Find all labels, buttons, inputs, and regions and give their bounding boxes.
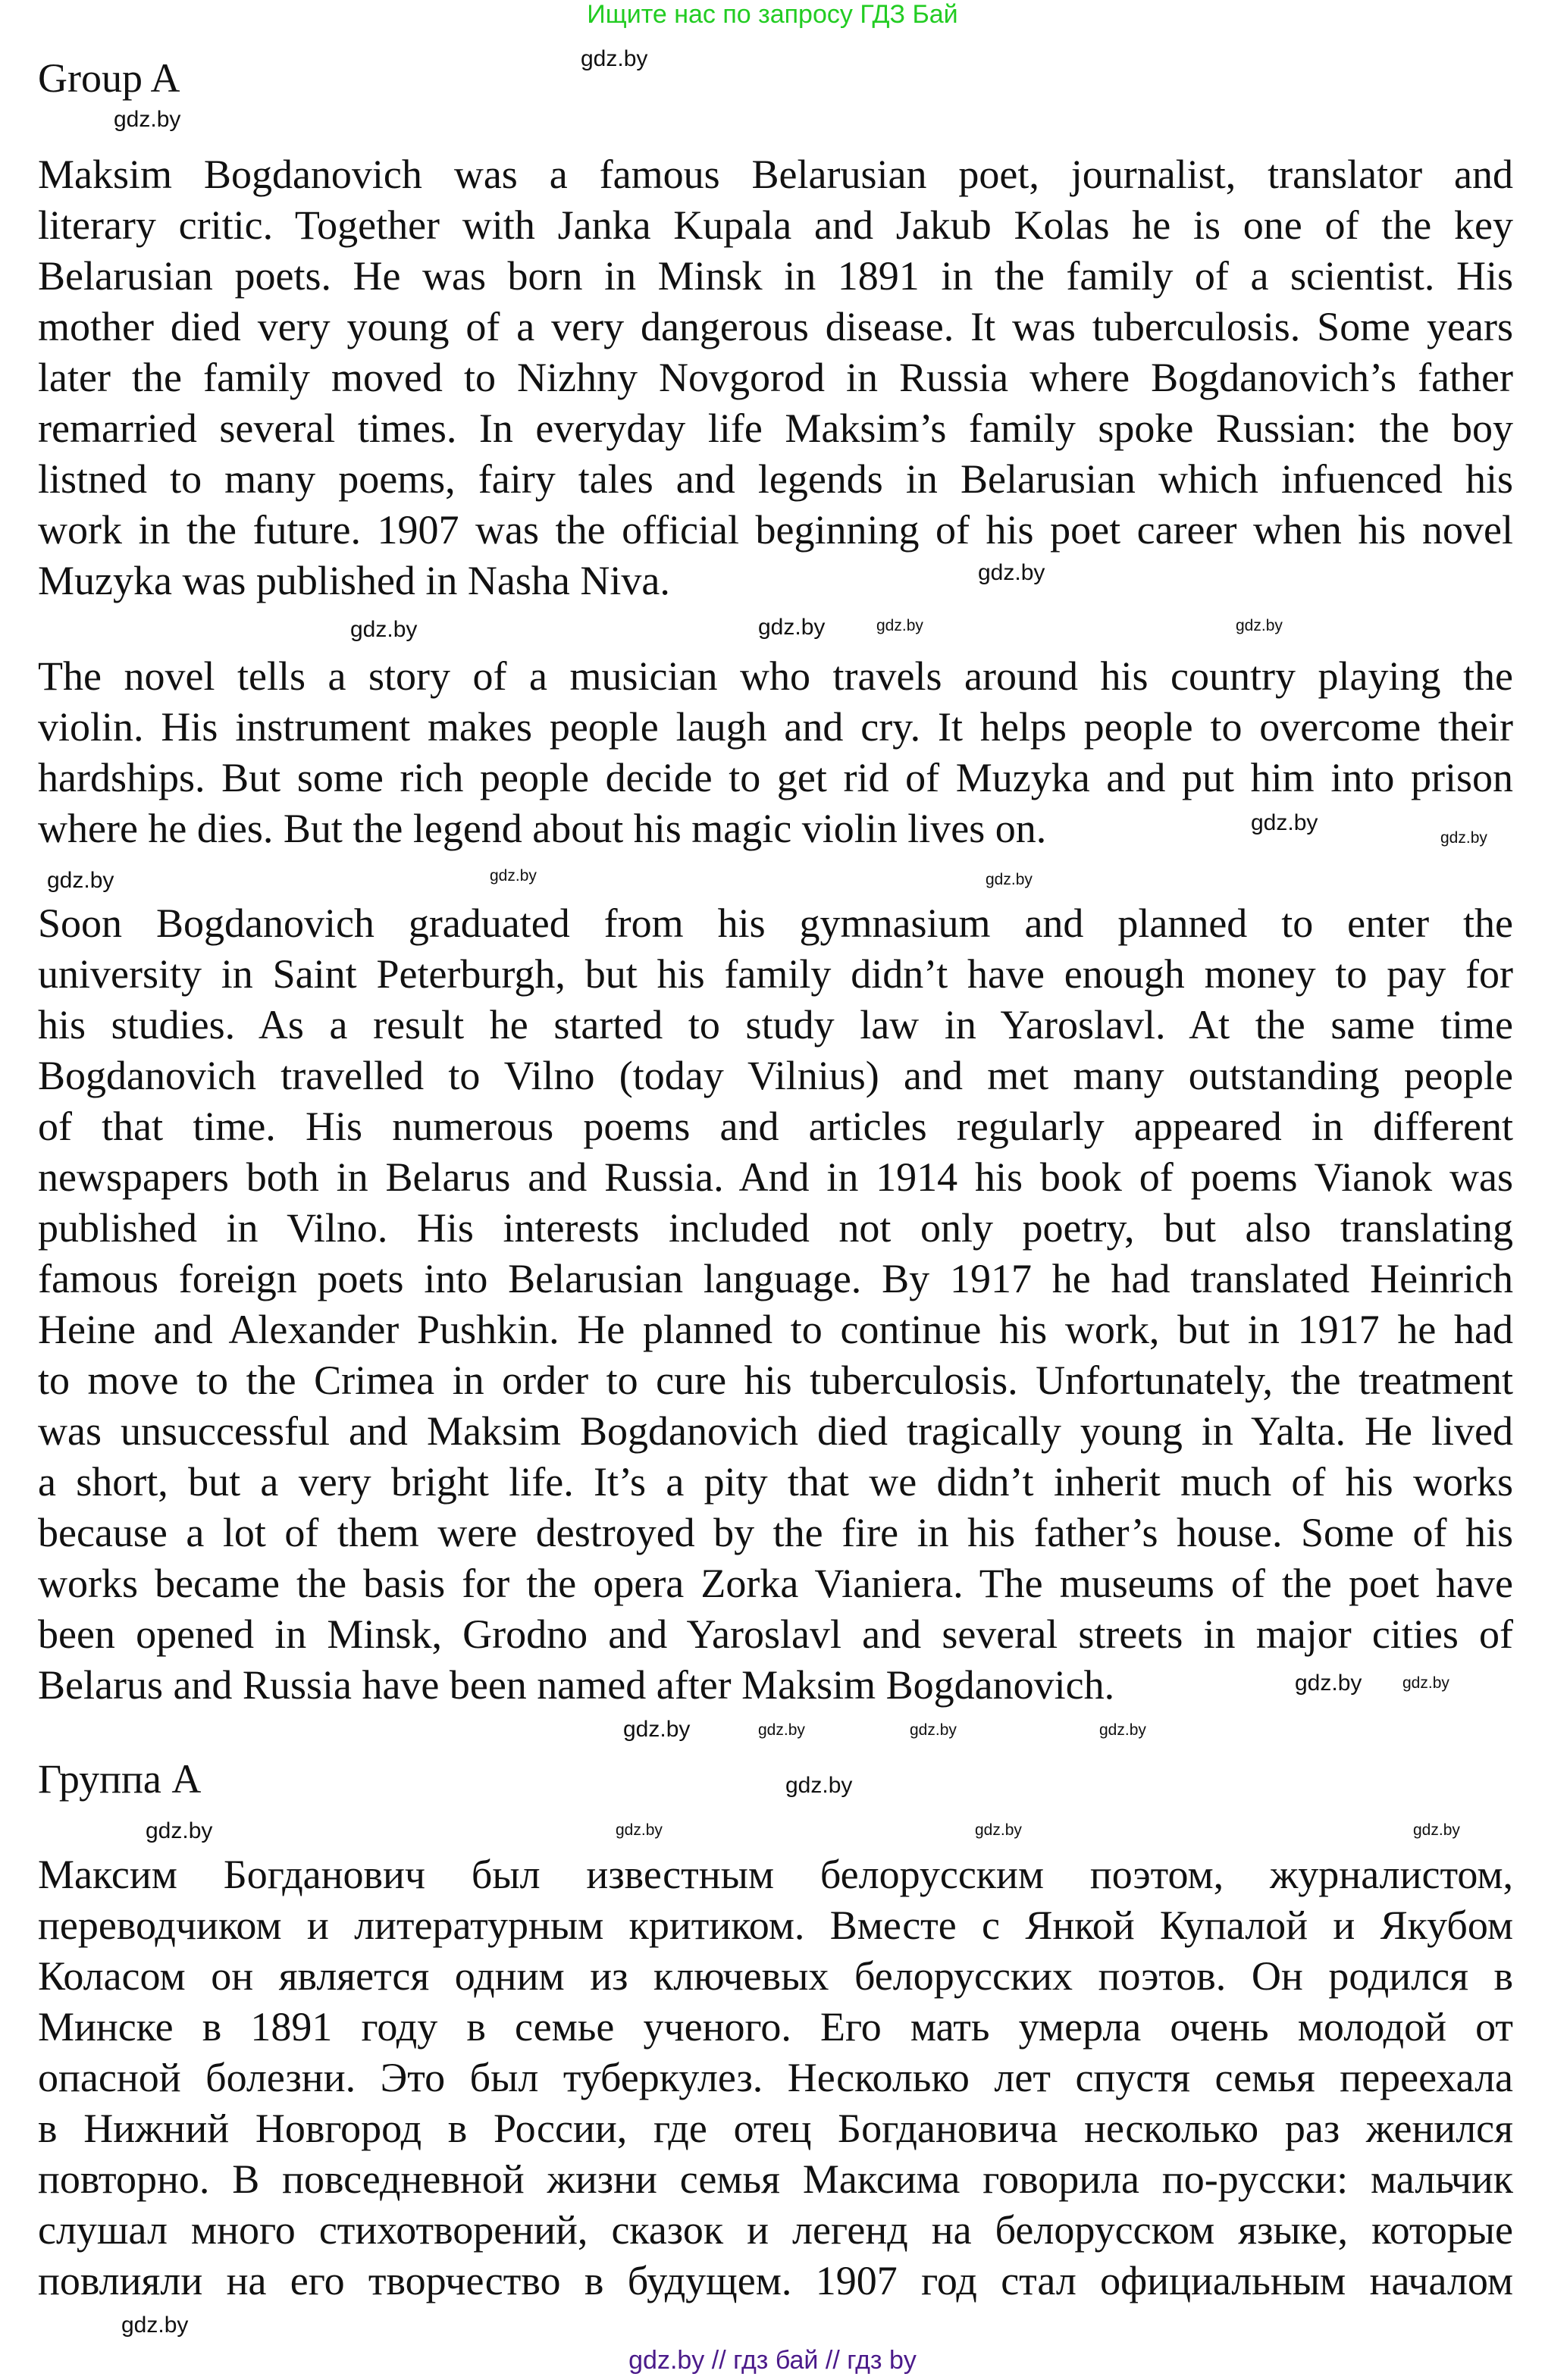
text-line: newspapers both in Belarus and Russia. And in 1914 his book of poems Vianok was	[38, 1154, 1513, 1200]
text-line: listned to many poems, fairy tales and legends in Belarusian which infuenced his	[38, 456, 1513, 502]
watermark: gdz.by	[616, 1821, 663, 1839]
text-line: work in the future. 1907 was the official beginning of his poet career when his novel	[38, 507, 1513, 553]
text-line: опасной болезни. Это был туберкулез. Несколько лет спустя семья переехала	[38, 2055, 1513, 2100]
watermark: gdz.by	[121, 2313, 189, 2338]
text-line: been opened in Minsk, Grodno and Yaroslavl and several streets in major cities of	[38, 1611, 1513, 1657]
text-line: famous foreign poets into Belarusian language. By 1917 he had translated Heinrich	[38, 1256, 1513, 1301]
text-line: Belarusian poets. He was born in Minsk in 1891 in the family of a scientist. His	[38, 253, 1513, 299]
watermark: gdz.by	[1295, 1671, 1362, 1696]
heading-group-a: Group A	[38, 55, 180, 101]
text-line: Bogdanovich travelled to Vilno (today Vilnius) and met many outstanding people	[38, 1053, 1513, 1098]
watermark: gdz.by	[1236, 617, 1283, 634]
watermark: gdz.by	[350, 617, 418, 642]
text-line: mother died very young of a very dangerous disease. It was tuberculosis. Some years	[38, 304, 1513, 349]
text-line: works became the basis for the opera Zorka Vianiera. The museums of the poet have	[38, 1561, 1513, 1606]
text-line: Muzyka was published in Nasha Niva.	[38, 558, 670, 603]
watermark: gdz.by	[986, 871, 1033, 888]
watermark: gdz.by	[910, 1721, 957, 1739]
text-line: Коласом он является одним из ключевых белорусских поэтов. Он родился в	[38, 1953, 1513, 1999]
paragraph-3	[38, 898, 1513, 1711]
text-line: remarried several times. In everyday life Maksim’s family spoke Russian: the boy	[38, 406, 1513, 451]
watermark: gdz.by	[47, 868, 114, 893]
text-line: to move to the Crimea in order to cure his tuberculosis. Unfortunately, the treatment	[38, 1358, 1513, 1403]
text-line: his studies. As a result he started to study law in Yaroslavl. At the same time	[38, 1002, 1513, 1048]
watermark: gdz.by	[114, 107, 181, 132]
text-line: Soon Bogdanovich graduated from his gymnasium and planned to enter the	[38, 900, 1513, 946]
text-line: Минске в 1891 году в семье ученого. Его мать умерла очень молодой от	[38, 2004, 1513, 2050]
text-line: where he dies. But the legend about his magic violin lives on.	[38, 806, 1047, 851]
text-line: of that time. His numerous poems and articles regularly appeared in different	[38, 1104, 1513, 1149]
text-line: переводчиком и литературным критиком. Вместе с Янкой Купалой и Якубом	[38, 1902, 1513, 1948]
watermark: gdz.by	[1413, 1821, 1460, 1839]
text-line: later the family moved to Nizhny Novgorod in Russia where Bogdanovich’s father	[38, 355, 1513, 400]
text-line: literary critic. Together with Janka Kupala and Jakub Kolas he is one of the key	[38, 202, 1513, 248]
watermark: gdz.by	[785, 1773, 853, 1798]
footer-links: gdz.by // гдз бай // гдз by	[628, 2346, 917, 2375]
watermark: gdz.by	[1402, 1674, 1449, 1692]
watermark: gdz.by	[1251, 810, 1318, 835]
heading-gruppa-a: Группа А	[38, 1756, 202, 1802]
watermark: gdz.by	[623, 1717, 691, 1742]
watermark: gdz.by	[146, 1818, 213, 1843]
watermark: gdz.by	[978, 560, 1045, 585]
text-line: The novel tells a story of a musician who travels around his country playing the	[38, 653, 1513, 699]
text-line: violin. His instrument makes people laugh and cry. It helps people to overcome their	[38, 704, 1513, 750]
text-line: because a lot of them were destroyed by the fire in his father’s house. Some of his	[38, 1510, 1513, 1555]
watermark: gdz.by	[876, 617, 923, 634]
watermark: gdz.by	[1099, 1721, 1146, 1739]
watermark: gdz.by	[490, 867, 537, 885]
text-line: в Нижний Новгород в России, где отец Богдановича несколько раз женился	[38, 2106, 1513, 2151]
watermark: gdz.by	[758, 615, 826, 640]
text-line: слушал много стихотворений, сказок и легенд на белорусском языке, которые	[38, 2207, 1513, 2253]
watermark: gdz.by	[975, 1821, 1022, 1839]
text-line: Belarus and Russia have been named after Maksim Bogdanovich.	[38, 1662, 1115, 1708]
watermark: gdz.by	[758, 1721, 805, 1739]
text-line: Максим Богданович был известным белорусским поэтом, журналистом,	[38, 1852, 1513, 1897]
watermark: gdz.by	[1440, 829, 1487, 847]
text-line: Heine and Alexander Pushkin. He planned to continue his work, but in 1917 he had	[38, 1307, 1513, 1352]
text-line: hardships. But some rich people decide to get rid of Muzyka and put him into prison	[38, 755, 1513, 800]
paragraph-ru	[38, 1849, 1513, 2306]
text-line: published in Vilno. His interests included not only poetry, but also translating	[38, 1205, 1513, 1251]
text-line: повторно. В повседневной жизни семья Максима говорила по-русски: мальчик	[38, 2156, 1513, 2202]
text-line: a short, but a very bright life. It’s a pity that we didn’t inherit much of his works	[38, 1459, 1513, 1505]
search-banner: Ищите нас по запросу ГДЗ Бай	[587, 0, 958, 29]
text-line: Maksim Bogdanovich was a famous Belarusian poet, journalist, translator and	[38, 152, 1513, 197]
text-line: повлияли на его творчество в будущем. 1907 год стал официальным началом	[38, 2258, 1513, 2303]
watermark: gdz.by	[581, 46, 648, 71]
text-line: was unsuccessful and Maksim Bogdanovich died tragically young in Yalta. He lived	[38, 1408, 1513, 1454]
text-line: university in Saint Peterburgh, but his family didn’t have enough money to pay for	[38, 951, 1513, 997]
paragraph-1	[38, 149, 1513, 606]
